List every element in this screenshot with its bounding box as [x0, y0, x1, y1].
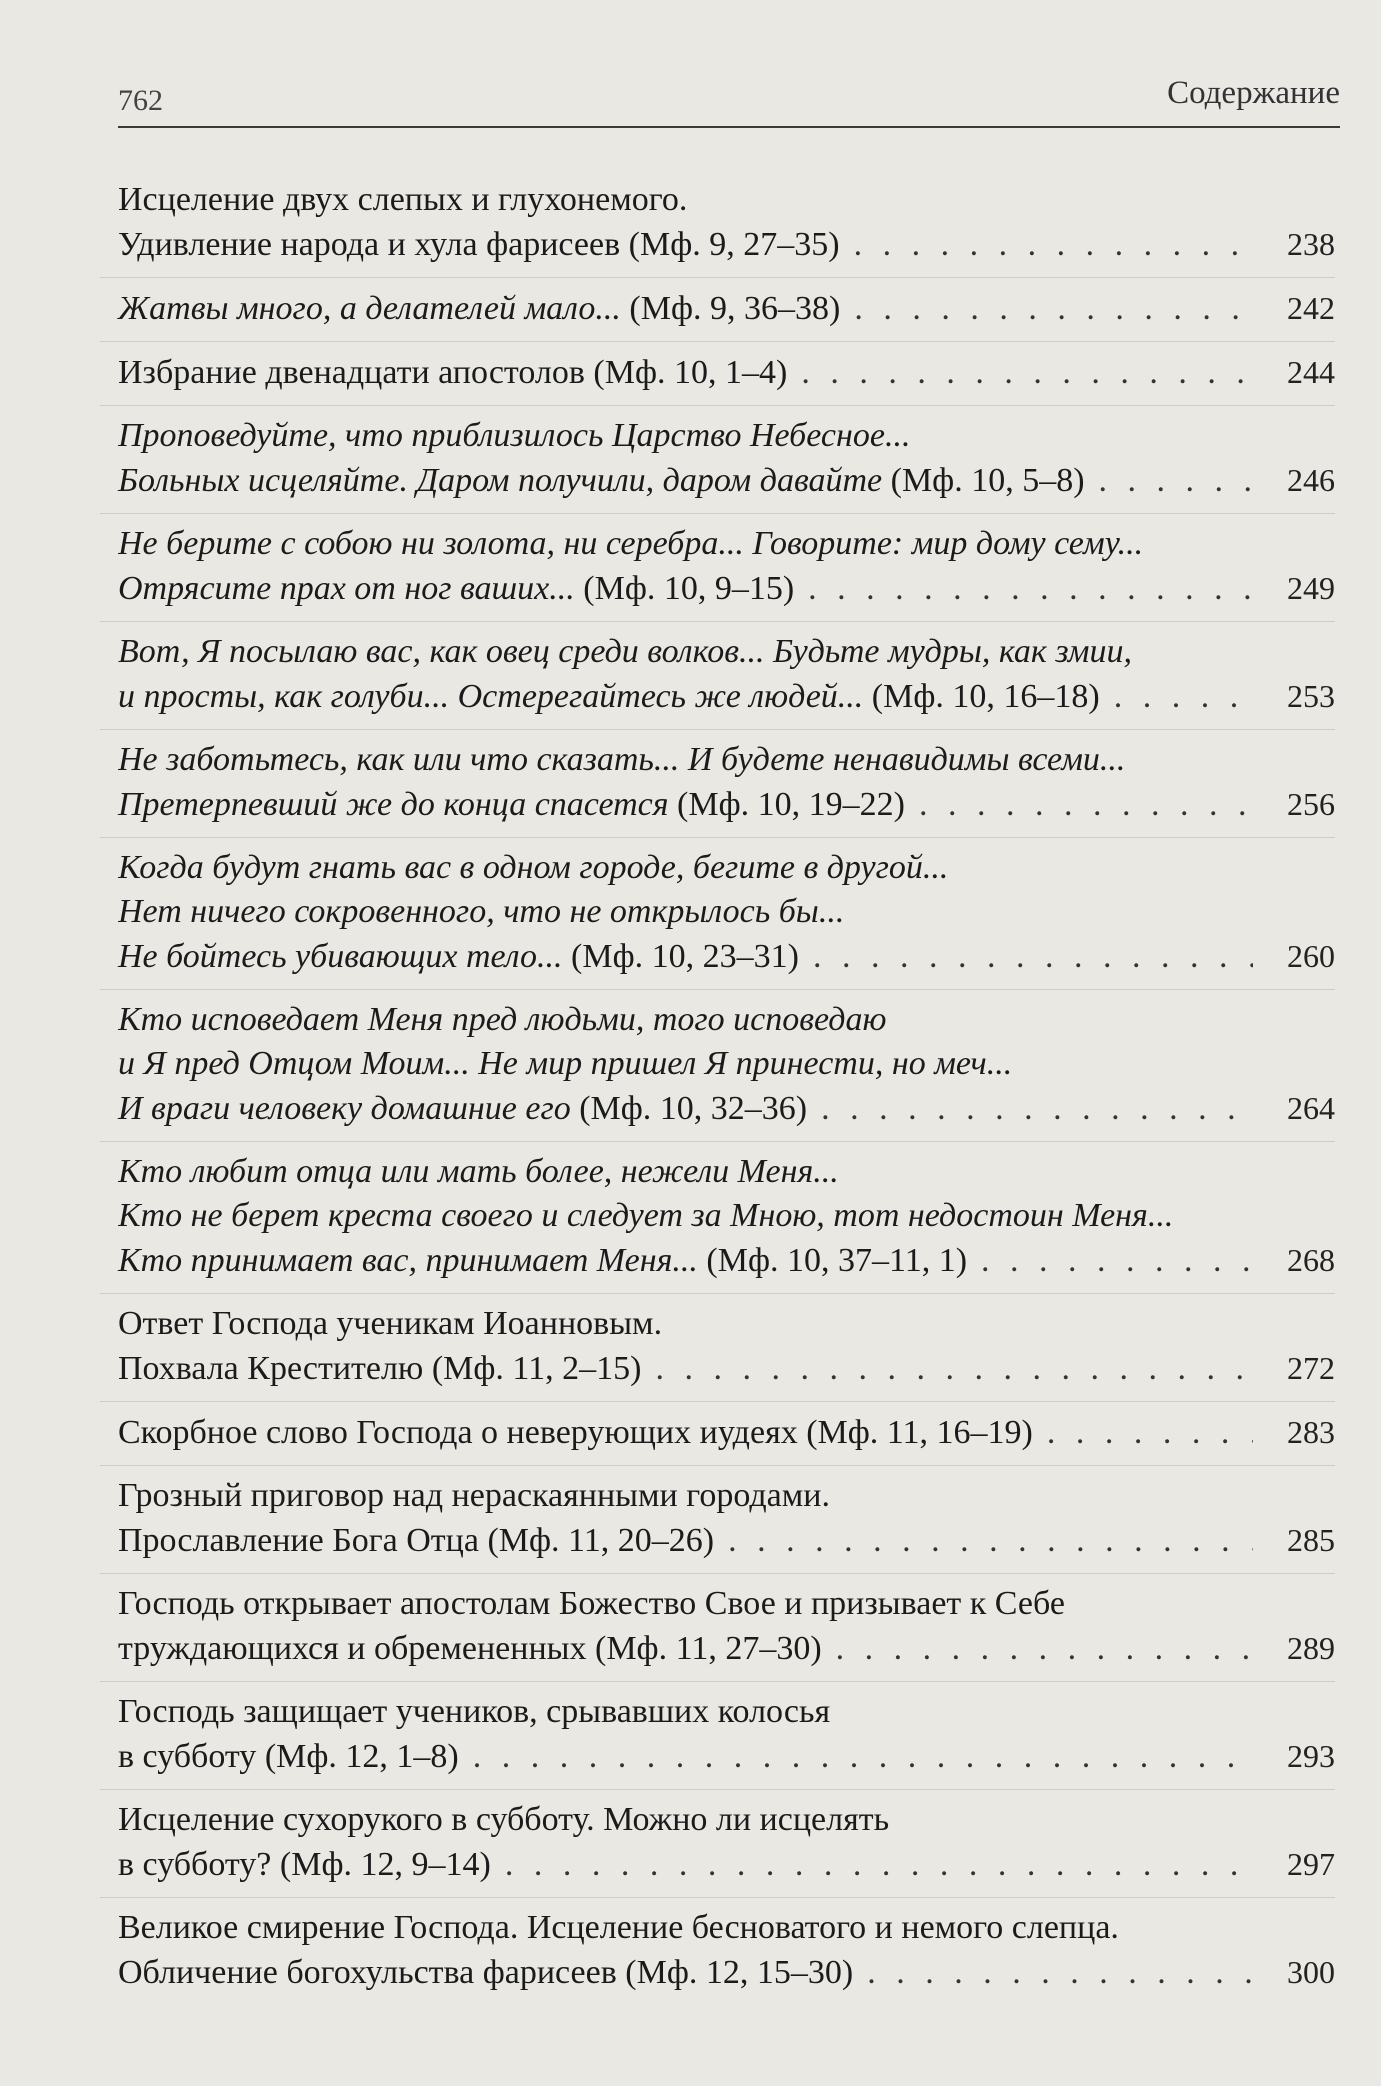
toc-entry — [100, 1898, 1335, 2005]
dot-leader — [981, 1239, 1253, 1283]
toc-entry-line: Вот, Я посылаю вас, как овец среди волков... Будьте мудры, как змии, — [118, 633, 1132, 670]
toc-entry-line: Великое смирение Господа. Исцеление бесноватого и немого слепца. — [118, 1909, 1119, 1946]
toc-entry-last-line — [118, 782, 1335, 827]
toc-entry — [100, 342, 1335, 406]
toc-entry-title-text: Кто принимает вас, принимает Меня... — [118, 1242, 707, 1279]
toc-entry-last-line — [118, 674, 1335, 719]
toc-entry — [100, 278, 1335, 342]
toc-entry — [100, 1790, 1335, 1898]
scripture-reference: (Мф. 11, 27–30) — [595, 1630, 822, 1667]
toc-entry-title-text: и просты, как голуби... Остерегайтесь же людей... — [118, 678, 872, 715]
toc-entry-title — [118, 675, 1100, 719]
toc-entry-title-text: Больных исцеляйте. Даром получили, даром давайте — [118, 462, 891, 499]
toc-entry-line: Исцеление сухорукого в субботу. Можно ли исцелять — [118, 1801, 890, 1838]
scripture-reference: (Мф. 10, 9–15) — [583, 570, 795, 607]
toc-entry-title-text: Скорбное слово Господа о неверующих иудеях — [118, 1414, 807, 1451]
toc-entry-title-text: Похвала Крестителю — [118, 1350, 432, 1387]
toc-entry — [100, 730, 1335, 838]
toc-entry — [100, 1294, 1335, 1402]
toc-page-number: 242 — [1287, 290, 1335, 326]
toc-entry-title — [118, 567, 794, 611]
dot-leader — [854, 223, 1253, 267]
dot-leader — [656, 1347, 1254, 1391]
toc-entry — [100, 1682, 1335, 1790]
toc-entry-title — [118, 783, 905, 827]
toc-entry-last-line — [118, 350, 1335, 395]
toc-entry-title — [118, 287, 840, 331]
toc-page-number: 297 — [1287, 1846, 1335, 1882]
toc-entry-title-text: Отрясите прах от ног ваших... — [118, 570, 584, 607]
toc-entry — [100, 406, 1335, 514]
toc-entry-line: Не берите с собою ни золота, ни серебра... Говорите: мир дому сему... — [118, 525, 1144, 562]
toc-page-number: 249 — [1287, 570, 1335, 606]
dot-leader — [867, 1951, 1253, 1995]
toc-page-number: 285 — [1287, 1522, 1335, 1558]
scripture-reference: (Мф. 10, 32–36) — [579, 1090, 808, 1127]
toc-entry-title — [118, 1735, 459, 1779]
toc-entry-title-text: Не бойтесь убивающих тело... — [118, 938, 572, 975]
toc-entry-title — [118, 459, 1085, 503]
toc-page-number: 289 — [1287, 1630, 1335, 1666]
toc-page-number: 268 — [1287, 1242, 1335, 1278]
toc-page-number: 260 — [1287, 938, 1335, 974]
dot-leader — [473, 1735, 1253, 1779]
toc-entry-last-line — [118, 1518, 1335, 1563]
toc-entry-title — [118, 1951, 853, 1995]
toc-entry-title-text: труждающихся и обремененных — [118, 1630, 595, 1667]
toc-entry-title — [118, 1239, 967, 1283]
toc-entry-title — [118, 935, 799, 979]
scripture-reference: (Мф. 12, 9–14) — [279, 1846, 491, 1883]
toc-entry-last-line — [118, 1734, 1335, 1779]
scripture-reference: (Мф. 10, 1–4) — [593, 354, 788, 391]
toc-entry-line: Господь защищает учеников, срывавших колосья — [118, 1693, 831, 1730]
page-header — [118, 62, 1340, 128]
toc-entry-last-line — [118, 1842, 1335, 1887]
toc-entry-title — [118, 1519, 714, 1563]
toc-page-number: 293 — [1287, 1738, 1335, 1774]
dot-leader — [801, 351, 1253, 395]
dot-leader — [821, 1087, 1253, 1131]
toc-entry-last-line — [118, 566, 1335, 611]
toc-entry-title-text: в субботу — [118, 1738, 265, 1775]
toc-entry — [100, 514, 1335, 622]
toc-entry-line: и Я пред Отцом Моим... Не мир пришел Я принести, но меч... — [118, 1045, 1013, 1082]
toc-page-number: 253 — [1287, 678, 1335, 714]
toc-entry-title-text: Удивление народа и хула фарисеев — [118, 226, 629, 263]
toc-entry-last-line — [118, 458, 1335, 503]
toc-entry-line: Когда будут гнать вас в одном городе, бегите в другой... — [118, 849, 949, 886]
toc-entry — [100, 1142, 1335, 1294]
scripture-reference: (Мф. 9, 27–35) — [628, 226, 840, 263]
toc-entry — [100, 170, 1335, 278]
scripture-reference: (Мф. 10, 23–31) — [571, 938, 799, 975]
toc-entry-title — [118, 1087, 807, 1131]
toc-entry-line: Господь открывает апостолам Божество Свое и призывает к Себе — [118, 1585, 1065, 1622]
toc-entry-line: Ответ Господа ученикам Иоанновым. — [118, 1305, 663, 1342]
toc-entry-title — [118, 1627, 822, 1671]
toc-entry — [100, 1574, 1335, 1682]
toc-page-number: 256 — [1287, 786, 1335, 822]
toc-entry-title — [118, 223, 840, 267]
dot-leader — [808, 567, 1253, 611]
dot-leader — [1047, 1411, 1253, 1455]
toc-entry-last-line — [118, 1238, 1335, 1283]
scripture-reference: (Мф. 11, 2–15) — [431, 1350, 642, 1387]
dot-leader — [1114, 675, 1253, 719]
toc-entry-line: Не заботьтесь, как или что сказать... И будете ненавидимы всеми... — [118, 741, 1126, 778]
toc-page-number: 300 — [1287, 1954, 1335, 1990]
scripture-reference: (Мф. 12, 15–30) — [625, 1954, 854, 1991]
toc-entry-last-line — [118, 1086, 1335, 1131]
scripture-reference: (Мф. 10, 5–8) — [890, 462, 1085, 499]
toc-entry-line: Кто любит отца или мать более, нежели Меня... — [118, 1153, 839, 1190]
dot-leader — [728, 1519, 1253, 1563]
toc-entry-last-line — [118, 1346, 1335, 1391]
toc-page-number: 238 — [1287, 226, 1335, 262]
toc-entry — [100, 838, 1335, 990]
scripture-reference: (Мф. 11, 20–26) — [487, 1522, 715, 1559]
scripture-reference: (Мф. 10, 37–11, 1) — [706, 1242, 968, 1279]
toc-entry — [100, 622, 1335, 730]
toc-entry-title-text: Жатвы много, а делателей мало... — [118, 290, 630, 327]
toc-entry — [100, 1402, 1335, 1466]
toc-entry-title-text: И враги человеку домашние его — [118, 1090, 580, 1127]
scripture-reference: (Мф. 11, 16–19) — [806, 1414, 1033, 1451]
toc-entry-title — [118, 1411, 1033, 1455]
toc-entry-title-text: Избрание двенадцати апостолов — [118, 354, 594, 391]
toc-entry-title — [118, 1347, 642, 1391]
dot-leader — [836, 1627, 1253, 1671]
toc-entry-line: Грозный приговор над нераскаянными городами. — [118, 1477, 830, 1514]
running-title: Содержание — [1167, 75, 1340, 111]
toc-page-number: 272 — [1287, 1350, 1335, 1386]
scripture-reference: (Мф. 10, 19–22) — [677, 786, 905, 823]
toc-page-number: 283 — [1287, 1414, 1335, 1450]
toc-entry-title-text: Претерпевший же до конца спасется — [118, 786, 678, 823]
toc-entry-title-text: в субботу? — [118, 1846, 280, 1883]
scripture-reference: (Мф. 12, 1–8) — [264, 1738, 459, 1775]
toc-page-number: 264 — [1287, 1090, 1335, 1126]
toc-page-number: 246 — [1287, 462, 1335, 498]
dot-leader — [854, 287, 1253, 331]
dot-leader — [505, 1843, 1253, 1887]
toc-entry-line: Кто исповедает Меня пред людьми, того исповедаю — [118, 1001, 887, 1038]
table-of-contents — [100, 170, 1335, 2005]
toc-entry-last-line — [118, 286, 1335, 331]
toc-entry-line: Кто не берет креста своего и следует за Мною, тот недостоин Меня... — [118, 1197, 1174, 1234]
toc-entry-title — [118, 351, 787, 395]
page-number: 762 — [118, 84, 163, 117]
scripture-reference: (Мф. 9, 36–38) — [629, 290, 841, 327]
toc-entry-title-text: Прославление Бога Отца — [118, 1522, 488, 1559]
toc-entry — [100, 1466, 1335, 1574]
toc-entry-line: Нет ничего сокровенного, что не открылось бы... — [118, 893, 845, 930]
scripture-reference: (Мф. 10, 16–18) — [871, 678, 1100, 715]
toc-entry-title — [118, 1843, 491, 1887]
dot-leader — [813, 935, 1253, 979]
dot-leader — [1099, 459, 1253, 503]
toc-entry-last-line — [118, 1950, 1335, 1995]
toc-entry-last-line — [118, 1410, 1335, 1455]
toc-entry-last-line — [118, 934, 1335, 979]
toc-entry-line: Проповедуйте, что приблизилось Царство Небесное... — [118, 417, 911, 454]
toc-entry-title-text: Обличение богохульства фарисеев — [118, 1954, 626, 1991]
toc-entry-line: Исцеление двух слепых и глухонемого. — [118, 181, 688, 218]
toc-entry-last-line — [118, 222, 1335, 267]
toc-page-number: 244 — [1287, 354, 1335, 390]
dot-leader — [919, 783, 1253, 827]
toc-entry — [100, 990, 1335, 1142]
toc-entry-last-line — [118, 1626, 1335, 1671]
